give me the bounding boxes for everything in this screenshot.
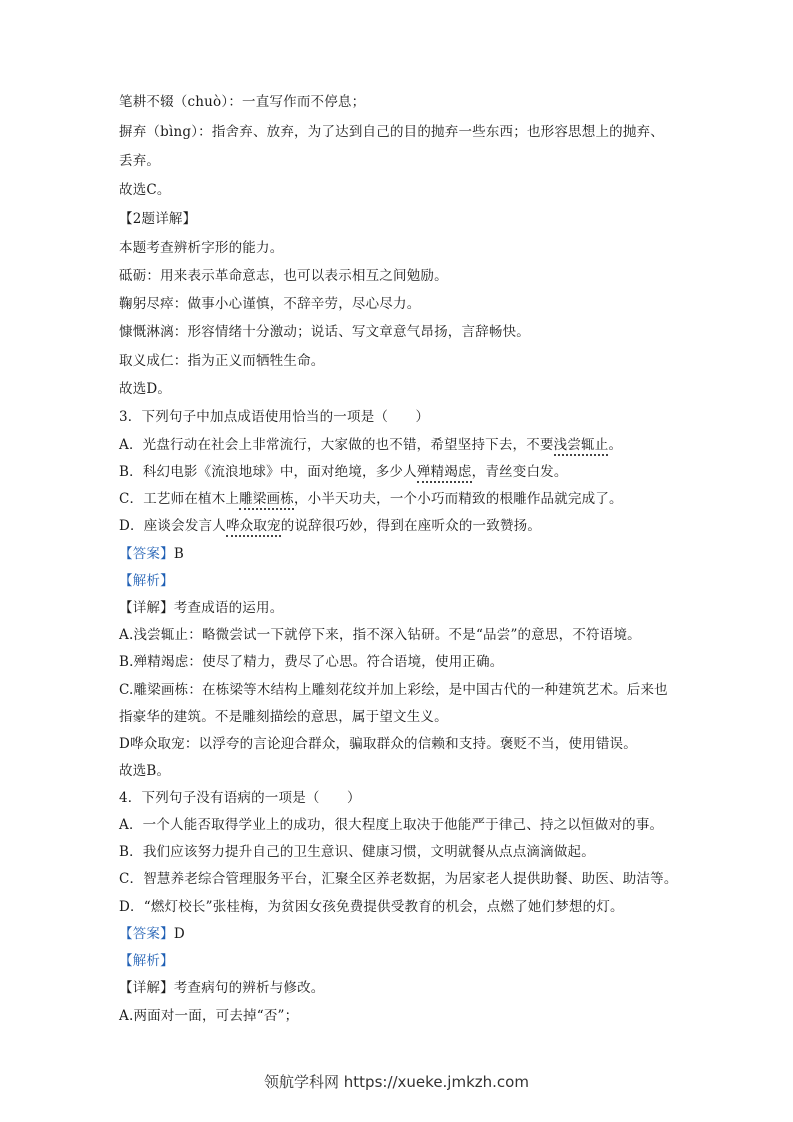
dotted-idiom: 哗众取宠 [226, 518, 281, 537]
answer-value: D [173, 926, 185, 942]
option-text: A．光盘行动在社会上非常流行，大家做的也不错，希望坚持下去，不要 [119, 437, 554, 453]
detail-tag: 【详解】 [119, 600, 174, 616]
text-line: 摒弃（bìng）：指舍弃、放弃，为了达到自己的目的抛弃一些东西；也形容思想上的抛弃、 [119, 124, 664, 140]
question-4-analysis-tag [119, 952, 174, 970]
option-text: ，青丝变白发。 [471, 464, 568, 480]
text-line: 慷慨淋漓：形容情绪十分激动；说话、写文章意气昂扬，言辞畅快。 [119, 324, 530, 340]
text-line: 砥砺：用来表示革命意志，也可以表示相互之间勉励。 [119, 268, 448, 284]
text-line: 笔耕不辍（chuò）：一直写作而不停息； [119, 94, 366, 110]
analysis-tag: 【解析】 [119, 573, 174, 589]
option-text: B．科幻电影《流浪地球》中，面对绝境，多少人 [119, 464, 417, 480]
detail-tag: 【详解】 [119, 980, 174, 996]
detail-text: 考查病句的辨析与修改。 [173, 980, 325, 996]
option-text: 。 [608, 437, 623, 453]
question-4-stem: 4．下列句子没有语病的一项是（ ） [119, 790, 361, 806]
text-line: 丢弃。 [119, 153, 161, 169]
option-text: D．座谈会发言人 [119, 518, 226, 534]
section-heading: 【2题详解】 [119, 211, 197, 227]
text-line: 取义成仁：指为正义而牺牲生命。 [119, 353, 325, 369]
question-4-detail [119, 979, 325, 997]
dotted-idiom: 浅尝辄止 [554, 437, 609, 456]
question-3-option-c [119, 490, 623, 508]
question-4-option-a: A．一个人能否取得学业上的成功，很大程度上取决于他能严于律己、持之以恒做对的事。 [119, 817, 664, 833]
question-4-answer [119, 925, 185, 943]
dotted-idiom: 雕梁画栋 [239, 491, 294, 510]
option-text: C．工艺师在植木上 [119, 491, 240, 507]
text-line: 鞠躬尽瘁：做事小心谨慎，不辞辛劳，尽心尽力。 [119, 296, 421, 312]
question-3-answer [119, 545, 184, 563]
option-text: ，小半天功夫，一个小巧而精致的根雕作品就完成了。 [293, 491, 623, 507]
text-line: 本题考查辨析字形的能力。 [119, 240, 284, 256]
detail-text: 考查成语的运用。 [173, 600, 284, 616]
answer-tag: 【答案】 [119, 546, 174, 562]
question-4-option-c: C．智慧养老综合管理服务平台，汇聚全区养老数据，为居家老人提供助餐、助医、助洁等。 [119, 871, 678, 887]
question-3-analysis-tag [119, 572, 174, 590]
question-3-stem: 3．下列句子中加点成语使用恰当的一项是（ ） [119, 409, 430, 425]
text-line: D哗众取宠：以浮夸的言论迎合群众，骗取群众的信赖和支持。褒贬不当，使用错误。 [119, 736, 637, 752]
answer-value: B [173, 546, 184, 562]
text-line: 指豪华的建筑。不是雕刻描绘的意思，属于望文生义。 [119, 709, 448, 725]
question-4-option-b: B．我们应该努力提升自己的卫生意识、健康习惯，文明就餐从点点滴滴做起。 [119, 844, 595, 860]
question-3-detail [119, 599, 283, 617]
question-3-option-a [119, 436, 622, 454]
text-line: A.浅尝辄止：略微尝试一下就停下来，指不深入钻研。不是“品尝”的意思，不符语境。 [119, 627, 641, 643]
option-text: 的说辞很巧妙，得到在座听众的一致赞扬。 [280, 518, 542, 534]
analysis-tag: 【解析】 [119, 953, 174, 969]
question-3-option-d [119, 517, 541, 535]
question-4-option-d: D．“燃灯校长”张桂梅，为贫困女孩免费提供受教育的机会，点燃了她们梦想的灯。 [119, 899, 624, 915]
text-line: 故选B。 [119, 763, 171, 779]
footer-watermark: 领航学科网 https://xueke.jmkzh.com [264, 1073, 529, 1091]
text-line: C.雕梁画栋：在栋梁等木结构上雕刻花纹并加上彩绘，是中国古代的一种建筑艺术。后来也 [119, 682, 668, 698]
text-line: A.两面对一面，可去掉“否”； [119, 1008, 299, 1024]
dotted-idiom: 殚精竭虑 [417, 464, 472, 483]
text-line: 故选D。 [119, 381, 172, 397]
text-line: B.殚精竭虑：使尽了精力，费尽了心思。符合语境，使用正确。 [119, 654, 504, 670]
question-3-option-b [119, 463, 568, 481]
answer-tag: 【答案】 [119, 926, 174, 942]
text-line: 故选C。 [119, 182, 171, 198]
